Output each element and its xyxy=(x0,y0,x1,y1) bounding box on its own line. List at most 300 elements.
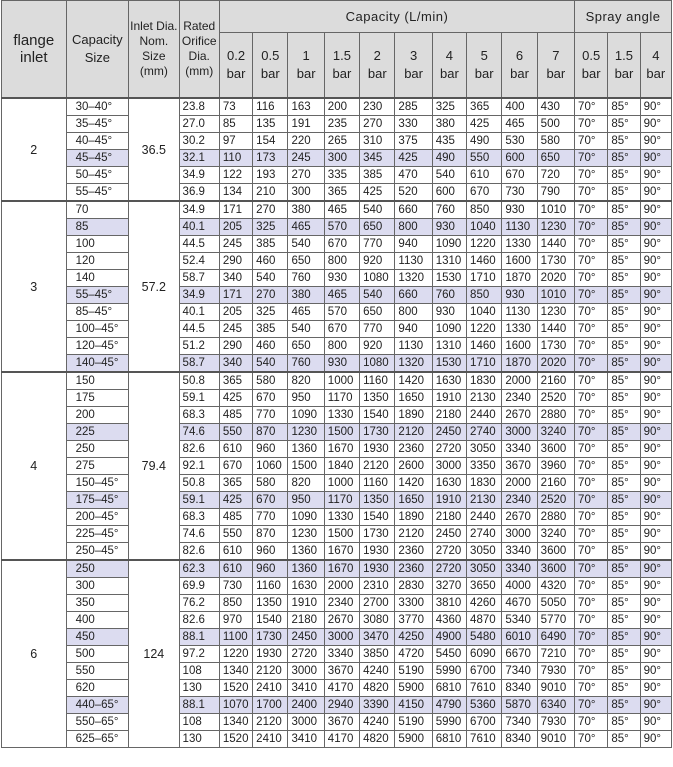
capacity-size-cell: 120 xyxy=(66,253,129,270)
capacity-cell: 1090 xyxy=(288,509,324,526)
orifice-dia-cell: 51.2 xyxy=(179,338,219,355)
spray-angle-cell: 70° xyxy=(575,612,608,629)
spray-angle-cell: 90° xyxy=(640,578,671,595)
capacity-cell: 85 xyxy=(219,116,252,133)
capacity-cell: 485 xyxy=(219,509,252,526)
table-row xyxy=(2,184,672,202)
capacity-cell: 770 xyxy=(253,407,288,424)
spray-angle-cell: 85° xyxy=(608,184,640,202)
capacity-cell: 1220 xyxy=(467,321,502,338)
capacity-cell: 650 xyxy=(288,253,324,270)
table-row xyxy=(2,167,672,184)
capacity-cell: 400 xyxy=(502,98,537,116)
capacity-cell: 73 xyxy=(219,98,252,116)
nozzle-capacity-table xyxy=(1,0,672,748)
capacity-cell: 3350 xyxy=(467,458,502,475)
capacity-cell: 2450 xyxy=(432,424,466,441)
capacity-cell: 235 xyxy=(324,116,359,133)
capacity-cell: 1890 xyxy=(395,509,432,526)
capacity-cell: 1670 xyxy=(324,543,359,561)
spray-angle-cell: 90° xyxy=(640,150,671,167)
table-row xyxy=(2,629,672,646)
capacity-cell: 540 xyxy=(253,270,288,287)
capacity-cell: 2410 xyxy=(253,680,288,697)
spray-angle-cell: 85° xyxy=(608,253,640,270)
capacity-size-cell: 175–45° xyxy=(66,492,129,509)
capacity-size-cell: 500 xyxy=(66,646,129,663)
capacity-cell: 3000 xyxy=(324,629,359,646)
capacity-cell: 375 xyxy=(395,133,432,150)
capacity-cell: 3770 xyxy=(395,612,432,629)
capacity-size-cell: 275 xyxy=(66,458,129,475)
capacity-cell: 600 xyxy=(432,184,466,202)
capacity-size-cell: 50–45° xyxy=(66,167,129,184)
flange-inlet-cell: 6 xyxy=(2,560,67,748)
table-row xyxy=(2,372,672,390)
capacity-cell: 465 xyxy=(324,287,359,304)
capacity-cell: 1080 xyxy=(360,270,395,287)
capacity-size-cell: 300 xyxy=(66,578,129,595)
capacity-size-cell: 440–65° xyxy=(66,697,129,714)
capacity-cell: 2410 xyxy=(253,731,288,748)
spray-angle-cell: 70° xyxy=(575,526,608,543)
capacity-cell: 4870 xyxy=(467,612,502,629)
capacity-cell: 7930 xyxy=(537,663,574,680)
spray-angle-cell: 70° xyxy=(575,219,608,236)
capacity-cell: 7210 xyxy=(537,646,574,663)
capacity-size-cell: 225 xyxy=(66,424,129,441)
capacity-cell: 540 xyxy=(360,201,395,219)
inlet-dia-cell: 79.4 xyxy=(129,372,179,560)
capacity-cell: 6810 xyxy=(432,680,466,697)
spray-angle-cell: 70° xyxy=(575,98,608,116)
capacity-cell: 650 xyxy=(288,338,324,355)
table-row xyxy=(2,731,672,748)
orifice-dia-cell: 34.9 xyxy=(179,167,219,184)
capacity-cell: 1600 xyxy=(502,338,537,355)
capacity-cell: 1160 xyxy=(360,372,395,390)
spray-angle-cell: 70° xyxy=(575,270,608,287)
capacity-cell: 610 xyxy=(219,441,252,458)
spray-angle-cell: 90° xyxy=(640,595,671,612)
capacity-cell: 3000 xyxy=(288,714,324,731)
capacity-cell: 1010 xyxy=(537,201,574,219)
spray-angle-cell: 90° xyxy=(640,98,671,116)
spray-angle-cell: 70° xyxy=(575,236,608,253)
capacity-cell: 460 xyxy=(253,253,288,270)
capacity-cell: 97 xyxy=(219,133,252,150)
capacity-cell: 770 xyxy=(253,509,288,526)
capacity-cell: 1540 xyxy=(360,509,395,526)
table-header xyxy=(2,1,672,99)
capacity-cell: 2720 xyxy=(288,646,324,663)
capacity-cell: 335 xyxy=(324,167,359,184)
capacity-cell: 205 xyxy=(219,304,252,321)
orifice-dia-cell: 30.2 xyxy=(179,133,219,150)
capacity-cell: 1090 xyxy=(288,407,324,424)
capacity-cell: 425 xyxy=(395,150,432,167)
orifice-dia-cell: 44.5 xyxy=(179,236,219,253)
capacity-cell: 1040 xyxy=(467,219,502,236)
spray-angle-cell: 90° xyxy=(640,236,671,253)
orifice-dia-cell: 50.8 xyxy=(179,372,219,390)
capacity-cell: 425 xyxy=(467,116,502,133)
orifice-dia-cell: 108 xyxy=(179,663,219,680)
table-row xyxy=(2,663,672,680)
spray-angle-cell: 85° xyxy=(608,629,640,646)
capacity-cell: 960 xyxy=(253,560,288,578)
capacity-cell: 720 xyxy=(537,167,574,184)
spray-angle-cell: 90° xyxy=(640,646,671,663)
capacity-cell: 4790 xyxy=(432,697,466,714)
orifice-dia-cell: 68.3 xyxy=(179,509,219,526)
spray-angle-cell: 90° xyxy=(640,680,671,697)
spray-angle-cell: 90° xyxy=(640,543,671,561)
orifice-dia-cell: 40.1 xyxy=(179,219,219,236)
capacity-cell: 4320 xyxy=(537,578,574,595)
table-row xyxy=(2,680,672,697)
pressure-header: 0.2 bar xyxy=(219,33,252,99)
capacity-size-cell: 100–45° xyxy=(66,321,129,338)
spray-angle-cell: 85° xyxy=(608,150,640,167)
capacity-cell: 3340 xyxy=(502,543,537,561)
table-row xyxy=(2,133,672,150)
capacity-cell: 1830 xyxy=(467,372,502,390)
spray-angle-cell: 70° xyxy=(575,372,608,390)
capacity-cell: 520 xyxy=(395,184,432,202)
capacity-cell: 490 xyxy=(467,133,502,150)
capacity-cell: 4820 xyxy=(360,731,395,748)
spray-pressure-header: 4 bar xyxy=(640,33,671,99)
spray-angle-cell: 85° xyxy=(608,680,640,697)
spray-angle-cell: 85° xyxy=(608,236,640,253)
capacity-size-cell: 250–45° xyxy=(66,543,129,561)
spray-angle-cell: 90° xyxy=(640,458,671,475)
spray-angle-cell: 70° xyxy=(575,355,608,373)
capacity-cell: 1320 xyxy=(395,270,432,287)
capacity-cell: 940 xyxy=(395,321,432,338)
capacity-size-cell: 120–45° xyxy=(66,338,129,355)
spray-pressure-header: 1.5 bar xyxy=(608,33,640,99)
capacity-cell: 1330 xyxy=(324,407,359,424)
capacity-cell: 3080 xyxy=(360,612,395,629)
capacity-cell: 870 xyxy=(253,424,288,441)
spray-angle-cell: 85° xyxy=(608,509,640,526)
capacity-cell: 820 xyxy=(288,372,324,390)
table-row xyxy=(2,355,672,373)
capacity-cell: 2450 xyxy=(288,629,324,646)
capacity-cell: 540 xyxy=(288,236,324,253)
capacity-group-header: Capacity (L/min) xyxy=(219,1,574,33)
capacity-cell: 670 xyxy=(253,492,288,509)
capacity-size-cell: 200–45° xyxy=(66,509,129,526)
capacity-cell: 1160 xyxy=(360,475,395,492)
capacity-cell: 4260 xyxy=(467,595,502,612)
capacity-cell: 1320 xyxy=(395,355,432,373)
capacity-cell: 1600 xyxy=(502,253,537,270)
capacity-cell: 580 xyxy=(537,133,574,150)
spray-angle-cell: 70° xyxy=(575,253,608,270)
spray-angle-cell: 70° xyxy=(575,629,608,646)
orifice-dia-cell: 82.6 xyxy=(179,612,219,629)
capacity-cell: 3650 xyxy=(467,578,502,595)
capacity-cell: 760 xyxy=(432,287,466,304)
inlet-dia-header: Inlet Dia. Nom. Size (mm) xyxy=(129,1,179,99)
capacity-size-cell: 70 xyxy=(66,201,129,219)
capacity-cell: 1730 xyxy=(253,629,288,646)
spray-angle-cell: 90° xyxy=(640,424,671,441)
capacity-cell: 3050 xyxy=(467,441,502,458)
capacity-cell: 1540 xyxy=(360,407,395,424)
capacity-cell: 1670 xyxy=(324,441,359,458)
capacity-cell: 1870 xyxy=(502,355,537,373)
spray-angle-cell: 85° xyxy=(608,560,640,578)
capacity-cell: 1130 xyxy=(502,219,537,236)
capacity-cell: 465 xyxy=(502,116,537,133)
capacity-cell: 325 xyxy=(432,98,466,116)
capacity-cell: 1130 xyxy=(395,253,432,270)
capacity-cell: 465 xyxy=(324,201,359,219)
capacity-cell: 1220 xyxy=(467,236,502,253)
capacity-size-cell: 200 xyxy=(66,407,129,424)
table-row xyxy=(2,578,672,595)
capacity-cell: 1520 xyxy=(219,731,252,748)
capacity-cell: 1080 xyxy=(360,355,395,373)
spray-angle-cell: 90° xyxy=(640,321,671,338)
capacity-size-cell: 35–45° xyxy=(66,116,129,133)
capacity-cell: 2940 xyxy=(324,697,359,714)
spray-angle-cell: 90° xyxy=(640,629,671,646)
spray-angle-cell: 70° xyxy=(575,184,608,202)
capacity-cell: 3600 xyxy=(537,441,574,458)
spray-angle-cell: 90° xyxy=(640,355,671,373)
spray-angle-cell: 85° xyxy=(608,543,640,561)
spray-angle-cell: 70° xyxy=(575,116,608,133)
capacity-cell: 1460 xyxy=(467,253,502,270)
capacity-cell: 1670 xyxy=(324,560,359,578)
table-row xyxy=(2,219,672,236)
table-row xyxy=(2,424,672,441)
table-row xyxy=(2,304,672,321)
capacity-cell: 435 xyxy=(432,133,466,150)
capacity-cell: 7340 xyxy=(502,663,537,680)
capacity-cell: 245 xyxy=(288,150,324,167)
capacity-cell: 730 xyxy=(219,578,252,595)
capacity-cell: 3470 xyxy=(360,629,395,646)
capacity-cell: 1070 xyxy=(219,697,252,714)
pressure-header: 0.5 bar xyxy=(253,33,288,99)
capacity-cell: 285 xyxy=(395,98,432,116)
table-row xyxy=(2,492,672,509)
capacity-cell: 9010 xyxy=(537,731,574,748)
orifice-dia-cell: 34.9 xyxy=(179,201,219,219)
spray-angle-cell: 90° xyxy=(640,663,671,680)
spray-angle-cell: 85° xyxy=(608,407,640,424)
orifice-dia-cell: 36.9 xyxy=(179,184,219,202)
spray-angle-cell: 90° xyxy=(640,201,671,219)
capacity-cell: 580 xyxy=(253,372,288,390)
spray-angle-cell: 70° xyxy=(575,287,608,304)
capacity-cell: 1220 xyxy=(219,646,252,663)
capacity-cell: 2360 xyxy=(395,543,432,561)
capacity-cell: 270 xyxy=(253,287,288,304)
capacity-cell: 670 xyxy=(502,167,537,184)
capacity-cell: 4170 xyxy=(324,680,359,697)
capacity-cell: 7340 xyxy=(502,714,537,731)
capacity-cell: 3240 xyxy=(537,424,574,441)
capacity-cell: 3670 xyxy=(324,663,359,680)
capacity-size-cell: 175 xyxy=(66,390,129,407)
capacity-cell: 1440 xyxy=(537,321,574,338)
capacity-cell: 1000 xyxy=(324,372,359,390)
spray-angle-cell: 90° xyxy=(640,219,671,236)
capacity-cell: 1530 xyxy=(432,270,466,287)
table-body xyxy=(2,98,672,748)
capacity-cell: 3390 xyxy=(360,697,395,714)
capacity-cell: 1130 xyxy=(395,338,432,355)
capacity-cell: 5360 xyxy=(467,697,502,714)
capacity-cell: 4670 xyxy=(502,595,537,612)
spray-angle-cell: 70° xyxy=(575,150,608,167)
orifice-dia-cell: 50.8 xyxy=(179,475,219,492)
capacity-cell: 385 xyxy=(253,321,288,338)
capacity-cell: 3050 xyxy=(467,560,502,578)
capacity-cell: 290 xyxy=(219,253,252,270)
capacity-cell: 3050 xyxy=(467,543,502,561)
rated-orifice-header: Rated Orifice Dia. (mm) xyxy=(179,1,219,99)
flange-inlet-header: flange inlet xyxy=(2,1,67,99)
spray-angle-cell: 85° xyxy=(608,714,640,731)
capacity-cell: 1930 xyxy=(360,441,395,458)
capacity-cell: 820 xyxy=(288,475,324,492)
capacity-cell: 4720 xyxy=(395,646,432,663)
capacity-cell: 4250 xyxy=(395,629,432,646)
capacity-cell: 4000 xyxy=(502,578,537,595)
capacity-size-cell: 250 xyxy=(66,441,129,458)
orifice-dia-cell: 69.9 xyxy=(179,578,219,595)
capacity-cell: 3340 xyxy=(502,441,537,458)
pressure-header: 6 bar xyxy=(502,33,537,99)
capacity-cell: 580 xyxy=(253,475,288,492)
capacity-cell: 5870 xyxy=(502,697,537,714)
capacity-cell: 3960 xyxy=(537,458,574,475)
capacity-cell: 670 xyxy=(324,236,359,253)
capacity-cell: 1340 xyxy=(219,663,252,680)
capacity-cell: 2160 xyxy=(537,475,574,492)
spray-angle-cell: 85° xyxy=(608,287,640,304)
capacity-cell: 245 xyxy=(219,321,252,338)
capacity-cell: 1500 xyxy=(288,458,324,475)
capacity-cell: 7610 xyxy=(467,680,502,697)
orifice-dia-cell: 92.1 xyxy=(179,458,219,475)
capacity-cell: 6670 xyxy=(502,646,537,663)
capacity-cell: 210 xyxy=(253,184,288,202)
capacity-cell: 540 xyxy=(360,287,395,304)
pressure-header: 7 bar xyxy=(537,33,574,99)
capacity-cell: 1350 xyxy=(360,492,395,509)
pressure-header: 2 bar xyxy=(360,33,395,99)
capacity-size-cell: 550 xyxy=(66,663,129,680)
capacity-cell: 800 xyxy=(395,219,432,236)
spray-angle-cell: 70° xyxy=(575,731,608,748)
capacity-cell: 340 xyxy=(219,270,252,287)
capacity-cell: 1540 xyxy=(253,612,288,629)
capacity-size-cell: 400 xyxy=(66,612,129,629)
capacity-cell: 425 xyxy=(219,492,252,509)
orifice-dia-cell: 130 xyxy=(179,731,219,748)
capacity-cell: 154 xyxy=(253,133,288,150)
capacity-cell: 2120 xyxy=(395,526,432,543)
capacity-cell: 4900 xyxy=(432,629,466,646)
capacity-cell: 345 xyxy=(360,150,395,167)
spray-angle-cell: 85° xyxy=(608,116,640,133)
table-row xyxy=(2,697,672,714)
spray-angle-cell: 85° xyxy=(608,731,640,748)
inlet-dia-cell: 57.2 xyxy=(129,201,179,372)
pressure-header: 1 bar xyxy=(288,33,324,99)
capacity-cell: 1090 xyxy=(432,236,466,253)
capacity-cell: 171 xyxy=(219,287,252,304)
spray-angle-cell: 70° xyxy=(575,714,608,731)
capacity-cell: 2880 xyxy=(537,407,574,424)
capacity-cell: 230 xyxy=(360,98,395,116)
orifice-dia-cell: 88.1 xyxy=(179,629,219,646)
capacity-size-cell: 55–45° xyxy=(66,287,129,304)
orifice-dia-cell: 58.7 xyxy=(179,270,219,287)
capacity-cell: 2440 xyxy=(467,509,502,526)
capacity-cell: 1360 xyxy=(288,441,324,458)
capacity-cell: 1520 xyxy=(219,680,252,697)
capacity-cell: 960 xyxy=(253,441,288,458)
orifice-dia-cell: 62.3 xyxy=(179,560,219,578)
spray-angle-cell: 85° xyxy=(608,663,640,680)
spray-angle-cell: 70° xyxy=(575,560,608,578)
capacity-cell: 1060 xyxy=(253,458,288,475)
capacity-cell: 265 xyxy=(324,133,359,150)
table-row xyxy=(2,560,672,578)
capacity-cell: 9010 xyxy=(537,680,574,697)
capacity-cell: 3670 xyxy=(502,458,537,475)
capacity-cell: 850 xyxy=(467,201,502,219)
capacity-cell: 670 xyxy=(324,321,359,338)
spray-angle-cell: 85° xyxy=(608,441,640,458)
table-row xyxy=(2,714,672,731)
capacity-cell: 1350 xyxy=(360,390,395,407)
capacity-cell: 920 xyxy=(360,253,395,270)
capacity-cell: 4820 xyxy=(360,680,395,697)
capacity-cell: 430 xyxy=(537,98,574,116)
capacity-cell: 300 xyxy=(324,150,359,167)
capacity-size-cell: 55–45° xyxy=(66,184,129,202)
spray-angle-cell: 90° xyxy=(640,167,671,184)
spray-angle-cell: 90° xyxy=(640,116,671,133)
capacity-cell: 2670 xyxy=(502,407,537,424)
spray-angle-cell: 70° xyxy=(575,441,608,458)
flange-inlet-cell: 4 xyxy=(2,372,67,560)
capacity-cell: 1420 xyxy=(395,372,432,390)
capacity-cell: 1340 xyxy=(219,714,252,731)
capacity-cell: 5990 xyxy=(432,714,466,731)
spray-angle-cell: 70° xyxy=(575,407,608,424)
capacity-size-cell: 45–45° xyxy=(66,150,129,167)
capacity-cell: 610 xyxy=(219,543,252,561)
table-row xyxy=(2,612,672,629)
capacity-cell: 290 xyxy=(219,338,252,355)
capacity-cell: 1460 xyxy=(467,338,502,355)
capacity-cell: 1160 xyxy=(253,578,288,595)
capacity-size-cell: 40–45° xyxy=(66,133,129,150)
table-row xyxy=(2,458,672,475)
